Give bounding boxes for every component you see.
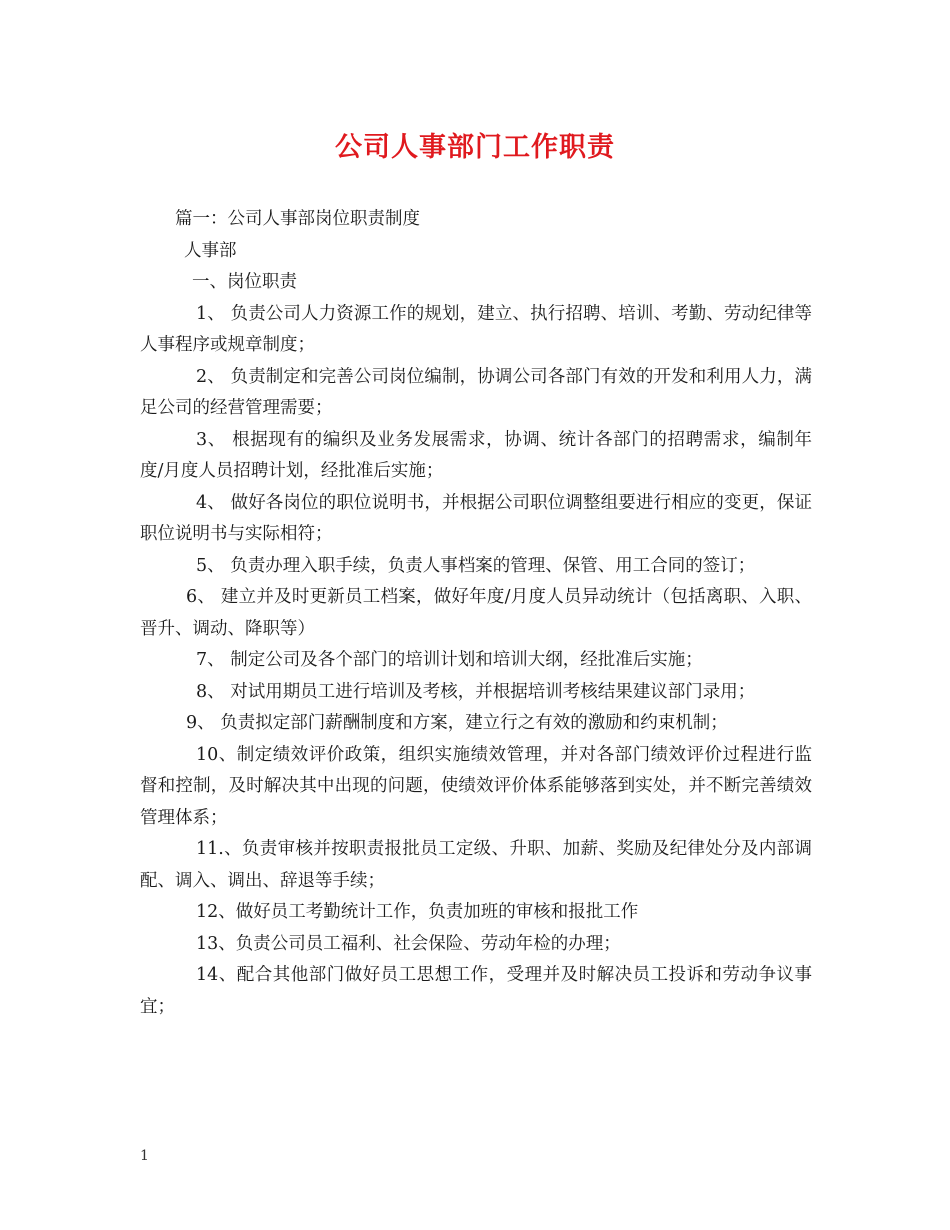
duty-item: 8、 对试用期员工进行培训及考核，并根据培训考核结果建议部门录用； — [196, 681, 756, 702]
duty-item: 4、 做好各岗位的职位说明书，并根据公司职位调整组要进行相应的变更，保证职位说明书与实际相符； — [140, 492, 812, 544]
page-number: 1 — [140, 1148, 149, 1164]
duty-item: 12、做好员工考勤统计工作，负责加班的审核和报批工作 — [196, 902, 639, 922]
duty-item: 10、制定绩效评价政策，组织实施绩效管理，并对各部门绩效评价过程进行监督和控制，及时解决其中出现的问题，使绩效评价体系能够落到实处，并不断完善绩效管理体系； — [140, 744, 812, 828]
duty-item: 6、 建立并及时更新员工档案，做好年度/月度人员异动统计（包括离职、入职、晋升、调动、降职等） — [140, 587, 812, 639]
section-heading: 篇一：公司人事部岗位职责制度 — [175, 209, 420, 229]
duty-item: 2、 负责制定和完善公司岗位编制，协调公司各部门有效的开发和利用人力，满足公司的经营管理需要； — [140, 366, 812, 418]
duty-item: 13、负责公司员工福利、社会保险、劳动年检的办理； — [196, 933, 621, 954]
duty-item: 14、配合其他部门做好员工思想工作，受理并及时解决员工投诉和劳动争议事宜； — [140, 965, 812, 1017]
duty-item: 5、 负责办理入职手续，负责人事档案的管理、保管、用工合同的签订； — [196, 555, 756, 576]
duty-item: 9、 负责拟定部门薪酬制度和方案，建立行之有效的激励和约束机制； — [186, 713, 728, 733]
duty-item: 1、 负责公司人力资源工作的规划，建立、执行招聘、培训、考勤、劳动纪律等人事程序或规章制度； — [140, 303, 812, 355]
subsection-heading: 一、岗位职责 — [192, 272, 297, 292]
document-body — [140, 204, 812, 1023]
document-title: 公司人事部门工作职责 — [335, 132, 615, 163]
duty-item: 11.、负责审核并按职责报批员工定级、升职、加薪、奖励及纪律处分及内部调配、调入、调出、辞退等手续； — [140, 839, 812, 891]
duty-item: 3、 根据现有的编织及业务发展需求，协调、统计各部门的招聘需求，编制年度/月度人员招聘计划，经批准后实施； — [140, 429, 812, 481]
duty-item: 7、 制定公司及各个部门的培训计划和培训大纲，经批准后实施； — [196, 650, 703, 670]
department-heading: 人事部 — [184, 240, 237, 261]
